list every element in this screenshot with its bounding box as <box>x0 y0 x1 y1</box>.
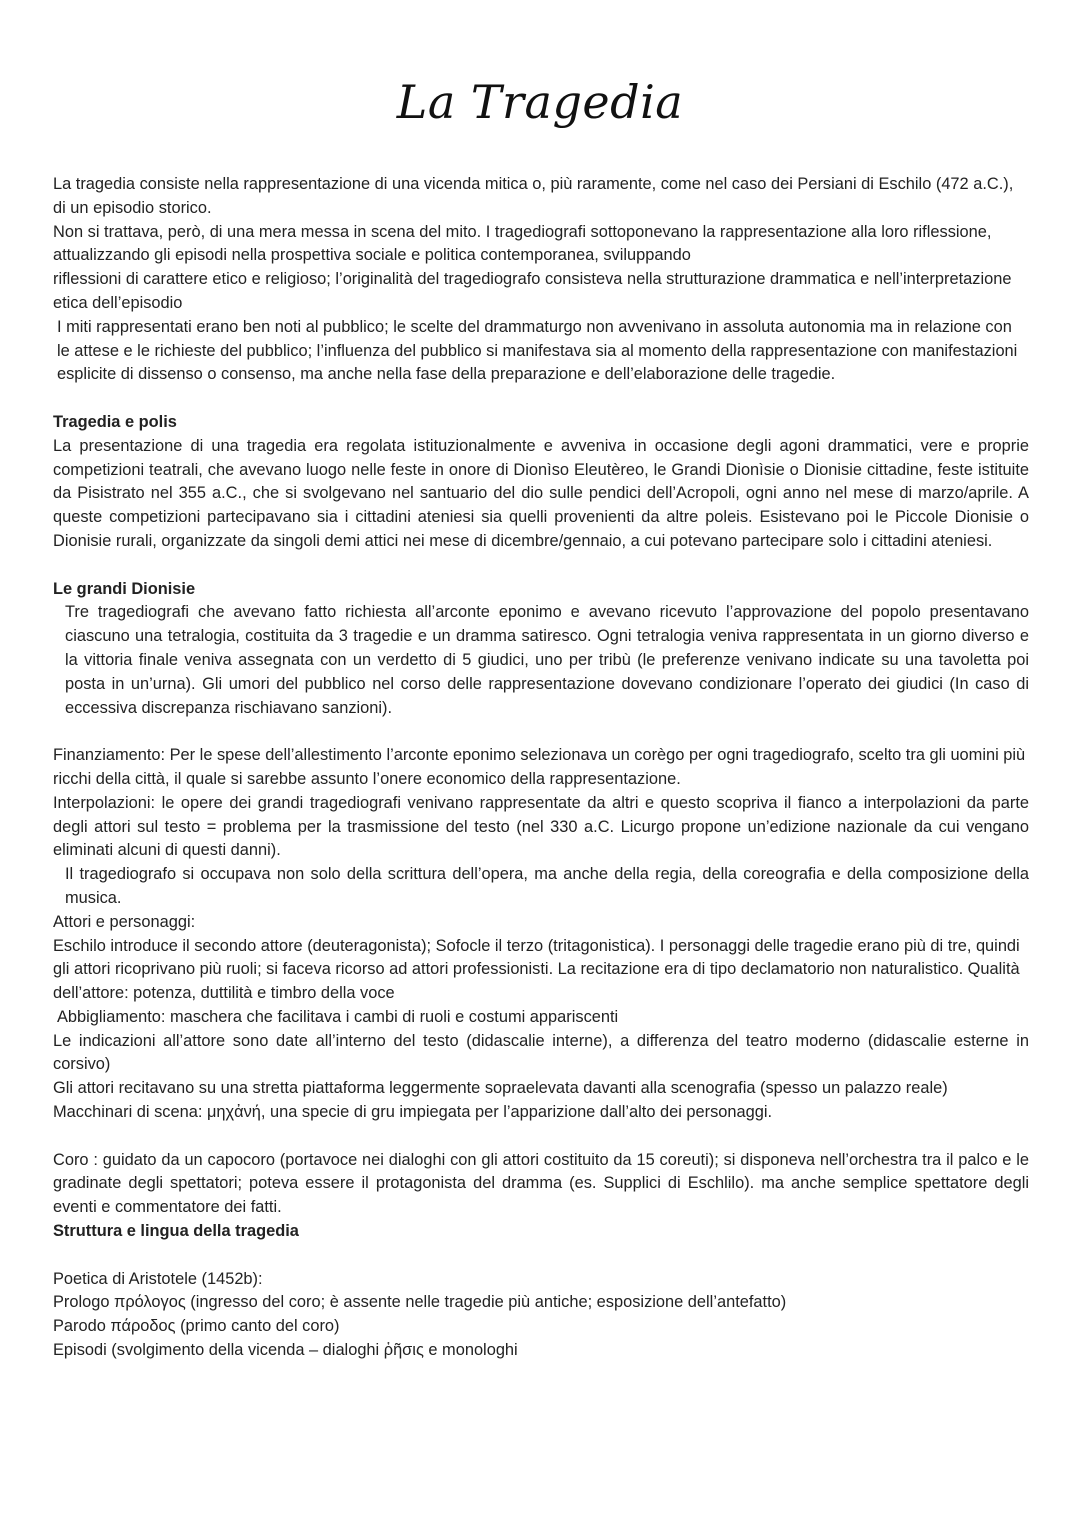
section-heading-dionisie: Le grandi Dionisie <box>53 579 196 598</box>
intro-paragraph-1: La tragedia consiste nella rappresentazione di una vicenda mitica o, più raramente, come nel caso dei Persiani di Eschilo (472 a.C.), di un episodio storico. <box>53 175 1014 217</box>
struttura-line-3: Parodo πάροδος (primo canto del coro) <box>53 1317 340 1336</box>
piattaforma-paragraph: Gli attori recitavano su una stretta piattaforma leggermente sopraelevata davanti alla scenografia (spesso un palazzo reale) <box>53 1079 948 1098</box>
intro-paragraph-4: I miti rappresentati erano ben noti al pubblico; le scelte del drammaturgo non avvenivano in assoluta autonomia ma in relazione con le attese e le richieste del pubblico; l’influenza del pubblico si manifestava sia al momento della rappresentazione con manifestazioni esplicite di dissenso o consenso, ma anche nella fase della preparazione e dell’elaborazione delle tragedie. <box>57 317 1018 384</box>
polis-paragraph: La presentazione di una tragedia era regolata istituzionalmente e avveniva in occasione degli agoni drammatici, vere e proprie competizioni teatrali, che avevano luogo nelle feste in onore di Dionìso Eleutèreo, le Grandi Dionìsie o Dionisie cittadine, feste istituite da Pisistrato nel 355 a.C., che si svolgevano nel santuario del dio sulle pendici dell’Acropoli, ogni anno nel mese di marzo/aprile. A queste competizioni partecipavano sia i cittadini ateniesi sia quelli provenienti da altre poleis. Esistevano poi le Piccole Dionisie o Dionisie rurali, organizzate da singoli demi attici nei mese di dicembre/gennaio, a cui potevano partecipare solo i cittadini ateniesi. <box>53 436 1029 550</box>
dionisie-paragraph: Tre tragediografi che avevano fatto richiesta all’arconte eponimo e avevano ricevuto l’approvazione del popolo presentavano ciascuno una tetralogia, costituita da 3 tragedie e un dramma satiresco. Ogni tetralogia veniva rappresentata in un giorno diverso e la vittoria finale veniva assegnata con un verdetto di 5 giudici, uno per tribù (le preferenze venivano indicate su una tavoletta poi posta in un’urna). Gli umori del pubblico nel corso delle rappresentazione dovevano condizionare l’operato dei giudici (In caso di eccessiva discrepanza rischiavano sanzioni). <box>65 603 1029 717</box>
finanziamento-paragraph: Finanziamento: Per le spese dell’allestimento l’arconte eponimo selezionava un corègo per ogni tragediografo, scelto tra gli uomini più ricchi della città, il quale si sarebbe assunto l’onere economico della rappresentazione. <box>53 746 1026 788</box>
section-heading-struttura: Struttura e lingua della tragedia <box>53 1222 299 1241</box>
regia-paragraph: Il tragediografo si occupava non solo della scrittura dell’opera, ma anche della regia, della coreografia e della composizione della musica. <box>65 865 1029 907</box>
attori-paragraph: Eschilo introduce il secondo attore (deuteragonista); Sofocle il terzo (tritagonistica). I personaggi delle tragedie erano più di tre, quindi gli attori ricoprivano più ruoli; si faceva ricorso ad attori professionisti. La recitazione era di tipo declamatorio non naturalistico. Qualità dell’attore: potenza, duttilità e timbro della voce <box>53 936 1020 1003</box>
interpolazioni-paragraph: Interpolazioni: le opere dei grandi tragediografi venivano rappresentate da altri e questo scopriva il fianco a interpolazioni da parte degli attori sul testo = problema per la trasmissione del testo (nel 330 a.C. Licurgo propone un’edizione nazionale da cui vengano eliminati alcuni di questi danni). <box>53 793 1029 860</box>
intro-paragraph-2: Non si trattava, però, di una mera messa in scena del mito. I tragediografi sottoponevano la rappresentazione alla loro riflessione, attualizzando gli episodi nella prospettiva sociale e politica contemporanea, sviluppando <box>53 222 992 265</box>
intro-paragraph-3: riflessioni di carattere etico e religioso; l’originalità del tragediografo consisteva nella strutturazione drammatica e nell’interpretazione etica dell’episodio <box>53 270 1012 312</box>
struttura-line-4: Episodi (svolgimento della vicenda – dialoghi ῥῆσις e monologhi <box>53 1341 518 1360</box>
coro-paragraph: Coro : guidato da un capocoro (portavoce nei dialoghi con gli attori costituito da 15 coreuti); si disponeva nell’orchestra tra il palco e le gradinate degli spettatori; poteva essere il protagonista del dramma (es. Supplici di Eschlilo). ma anche semplice spettatore degli eventi e commentatore dei fatti. <box>53 1150 1029 1217</box>
struttura-line-2: Prologo πρόλογος (ingresso del coro; è assente nelle tragedie più antiche; esposizione dell’antefatto) <box>53 1293 787 1312</box>
macchinari-paragraph: Macchinari di scena: μηχἀνή, una specie di gru impiegata per l’apparizione dall’alto dei personaggi. <box>53 1103 773 1122</box>
attori-label: Attori e personaggi: <box>53 912 196 931</box>
page-title: La Tragedia <box>396 75 684 129</box>
abbigliamento-paragraph: Abbigliamento: maschera che facilitava i cambi di ruoli e costumi appariscenti <box>57 1007 619 1026</box>
section-heading-polis: Tragedia e polis <box>53 412 177 431</box>
struttura-line-1: Poetica di Aristotele (1452b): <box>53 1269 263 1288</box>
indicazioni-paragraph: Le indicazioni all’attore sono date all’interno del testo (didascalie interne), a differenza del teatro moderno (didascalie esterne in corsivo) <box>53 1031 1029 1074</box>
document-body <box>53 173 1029 1363</box>
